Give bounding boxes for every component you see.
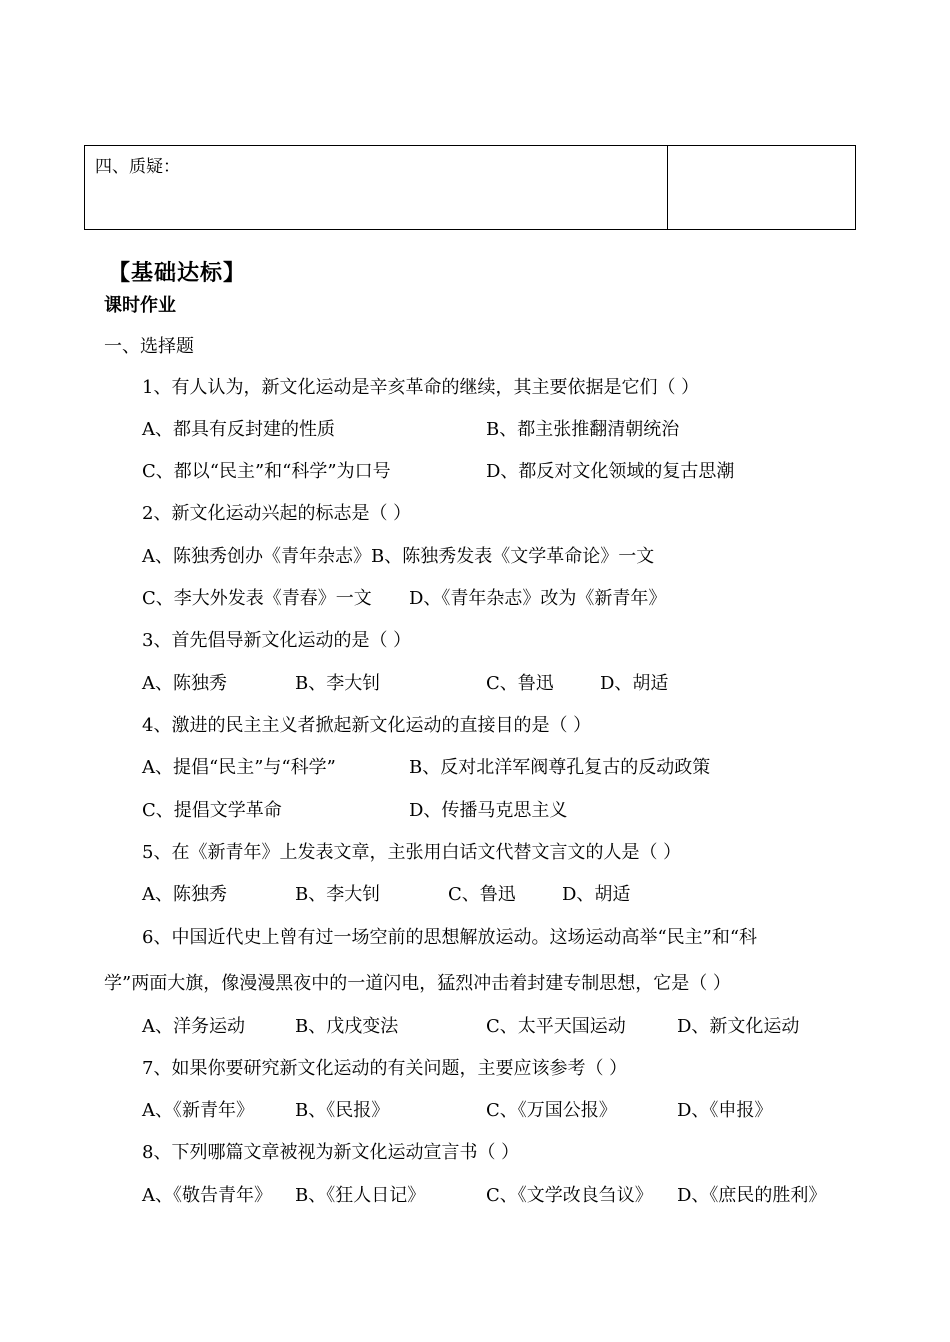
question-stem: 6、中国近代史上曾有过一场空前的思想解放运动。这场运动高举“民主”和“科 xyxy=(142,927,758,948)
option: B、戊戌变法 xyxy=(295,1016,399,1037)
option: A、洋务运动 xyxy=(142,1016,245,1037)
option: B、《民报》 xyxy=(295,1100,390,1121)
question-stem: 2、新文化运动兴起的标志是（ ） xyxy=(142,503,412,524)
option: C、鲁迅 xyxy=(486,673,554,694)
option: C、《文学改良刍议》 xyxy=(486,1185,653,1206)
section-heading: 【基础达标】 xyxy=(108,261,247,286)
question-stem: 4、激进的民主主义者掀起新文化运动的直接目的是（ ） xyxy=(142,715,592,736)
option: D、胡适 xyxy=(600,673,669,694)
option: C、提倡文学革命 xyxy=(142,800,282,821)
option: C、鲁迅 xyxy=(448,884,516,905)
option: D、《青年杂志》改为《新青年》 xyxy=(409,588,667,609)
question-stem: 3、首先倡导新文化运动的是（ ） xyxy=(142,630,412,651)
option: B、反对北洋军阀尊孔复古的反动政策 xyxy=(409,757,711,778)
option: A、都具有反封建的性质 xyxy=(142,419,335,440)
homework-subheading: 课时作业 xyxy=(104,295,176,316)
choice-section-title: 一、选择题 xyxy=(104,336,194,357)
option: C、都以“民主”和“科学”为口号 xyxy=(142,461,391,482)
option: A、提倡“民主”与“科学” xyxy=(142,757,336,778)
question-stem: 5、在《新青年》上发表文章，主张用白话文代替文言文的人是（ ） xyxy=(142,842,682,863)
question-stem: 1、有人认为，新文化运动是辛亥革命的继续，其主要依据是它们（ ） xyxy=(142,377,700,398)
option: D、胡适 xyxy=(562,884,631,905)
option: D、《庶民的胜利》 xyxy=(677,1185,827,1206)
option: D、传播马克思主义 xyxy=(409,800,568,821)
question-table xyxy=(84,145,856,230)
option: D、新文化运动 xyxy=(677,1016,800,1037)
option: A、陈独秀创办《青年杂志》B、陈独秀发表《文学革命论》一文 xyxy=(142,546,655,567)
option: A、《敬告青年》 xyxy=(142,1185,272,1206)
option: B、李大钊 xyxy=(295,884,381,905)
option: C、《万国公报》 xyxy=(486,1100,617,1121)
option: C、李大外发表《青春》一文 xyxy=(142,588,372,609)
option: D、《申报》 xyxy=(677,1100,773,1121)
option: A、陈独秀 xyxy=(142,884,227,905)
option: A、《新青年》 xyxy=(142,1100,254,1121)
option: B、《狂人日记》 xyxy=(295,1185,426,1206)
table-divider xyxy=(667,146,668,229)
question-stem: 8、下列哪篇文章被视为新文化运动宣言书（ ） xyxy=(142,1142,520,1163)
option: B、李大钊 xyxy=(295,673,381,694)
doubt-label: 四、质疑： xyxy=(95,157,180,177)
option: C、太平天国运动 xyxy=(486,1016,626,1037)
question-stem-continued: 学”两面大旗，像漫漫黑夜中的一道闪电，猛烈冲击着封建专制思想，它是（ ） xyxy=(104,973,731,994)
option: B、都主张推翻清朝统治 xyxy=(486,419,680,440)
option: A、陈独秀 xyxy=(142,673,227,694)
option: D、都反对文化领域的复古思潮 xyxy=(486,461,735,482)
question-stem: 7、如果你要研究新文化运动的有关问题，主要应该参考（ ） xyxy=(142,1058,628,1079)
